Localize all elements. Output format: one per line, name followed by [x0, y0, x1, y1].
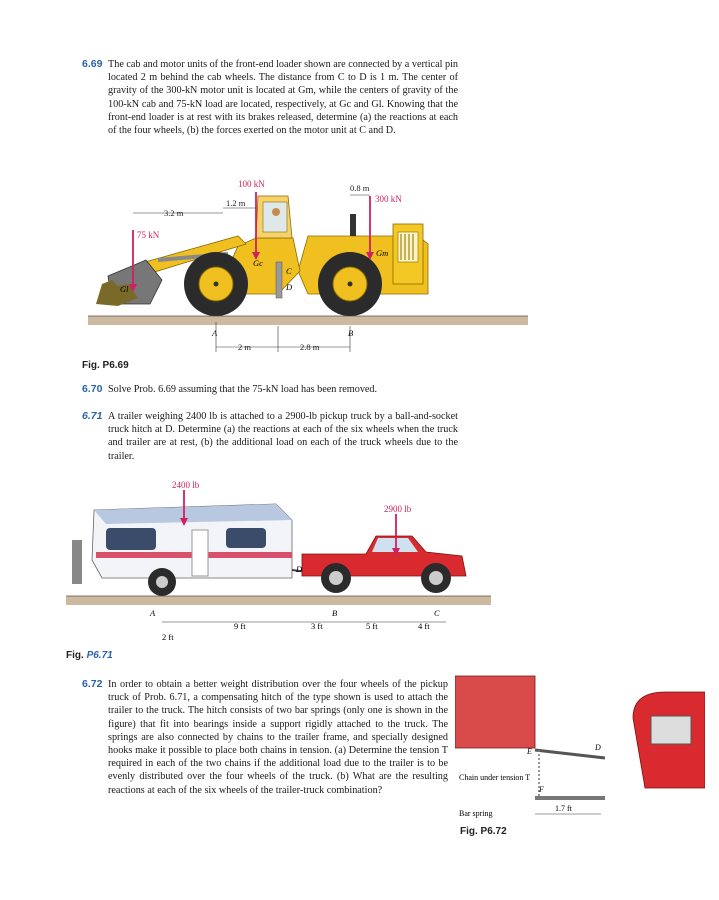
load-cab-label: 100 kN [238, 179, 265, 189]
load-motor-label: 300 kN [375, 194, 402, 204]
label-C: C [434, 608, 440, 618]
ground [66, 596, 491, 605]
problem-text: In order to obtain a better weight distribution over the four wheels of the pickup truck of Prob. 6.71, a compensating hitch of the type shown is used to attach the trailer to the truck. The hitch consists of two bar springs (only one is shown in the figure) that fit into bearings inside a support rigidly attached to the truck. The springs are also connected by chains to the trailer frame, and specially designed hooks make it possible to place both chains in tension. (a) Determine the tension T required in each of the two chains if the additional load due to the trailer is to be evenly distributed over the four wheels of the truck. (b) What are the resulting reactions at each of the six wheels of the trailer-truck combination? [108, 679, 448, 796]
dim-2m: 2 m [238, 342, 251, 352]
caption-p6-71 [66, 650, 113, 661]
ground [88, 316, 528, 325]
problem-text: The cab and motor units of the front-end loader shown are connected by a vertical pin located 2 m behind the cab wheels. The distance from C to D is 1 m. The center of gravity of the 300-kN motor unit is located at Gm, while the centers of gravity of the 100-kN cab and 75-kN load are located, respectively, at Gc and Gl. Knowing that the front-end loader is at rest with its brakes released, determine (a) the reactions at each of the four wheels, (b) the forces exerted on the motor unit at C and D. [108, 59, 458, 137]
problem-text: A trailer weighing 2400 lb is attached to a 2900-lb pickup truck by a ball-and-socket truck hitch at D. Determine (a) the reactions at each of the six wheels when the truck and trailer are at rest, (b) the additional load on each of the truck wheels due to the trailer. [108, 411, 458, 462]
problem-6-70 [82, 383, 458, 396]
dim-0-8m: 0.8 m [350, 183, 370, 193]
load-bucket-label: 75 kN [137, 230, 160, 240]
label-E: E [527, 747, 532, 756]
label-Gc: Gc [253, 258, 263, 268]
label-Gl: Gl [120, 284, 129, 294]
label-D: D [595, 743, 601, 752]
load-trailer-label: 2400 lb [172, 480, 200, 490]
figure-p6-71 [66, 480, 496, 650]
figure-p6-69 [88, 176, 528, 356]
wheel-A [184, 252, 248, 316]
label-A: A [150, 608, 156, 618]
problem-number: 6.71 [82, 410, 103, 422]
dim-2-8m: 2.8 m [300, 342, 320, 352]
dim-5ft: 5 ft [366, 621, 378, 631]
problem-text: Solve Prob. 6.69 assuming that the 75-kN load has been removed. [108, 384, 378, 395]
label-C: C [286, 266, 292, 276]
caption-p6-69: Fig. P6.69 [82, 360, 129, 371]
dim-2ft: 2 ft [162, 632, 174, 642]
trailer [72, 504, 324, 596]
load-truck-label: 2900 lb [384, 504, 412, 514]
problem-number: 6.72 [82, 678, 103, 690]
dim-1-7ft: 1.7 ft [555, 804, 572, 813]
problem-6-72 [82, 678, 448, 797]
dim-4ft: 4 ft [418, 621, 430, 631]
problem-6-71 [82, 410, 458, 463]
spring-label: Bar spring [459, 809, 493, 818]
chain-label: Chain under tension T [459, 773, 531, 782]
problem-number: 6.69 [82, 58, 103, 70]
label-D: D [296, 564, 303, 574]
label-B: B [348, 328, 354, 338]
caption-prefix: Fig. [66, 650, 84, 661]
label-A: A [212, 328, 218, 338]
problem-6-69 [82, 58, 458, 137]
wheel-B [318, 252, 382, 316]
pickup-truck [302, 536, 466, 593]
figure-p6-72 [455, 668, 705, 828]
trailer-front [455, 676, 535, 748]
dim-9ft: 9 ft [234, 621, 246, 631]
dim-1-2m: 1.2 m [226, 198, 246, 208]
problem-number: 6.70 [82, 383, 103, 395]
label-B: B [332, 608, 338, 618]
dim-3ft: 3 ft [311, 621, 323, 631]
label-Gm: Gm [376, 248, 389, 258]
label-F: F [539, 785, 544, 794]
caption-number: P6.71 [86, 650, 113, 661]
dim-3-2m: 3.2 m [164, 208, 184, 218]
caption-p6-72: Fig. P6.72 [460, 826, 507, 837]
label-D: D [286, 282, 293, 292]
